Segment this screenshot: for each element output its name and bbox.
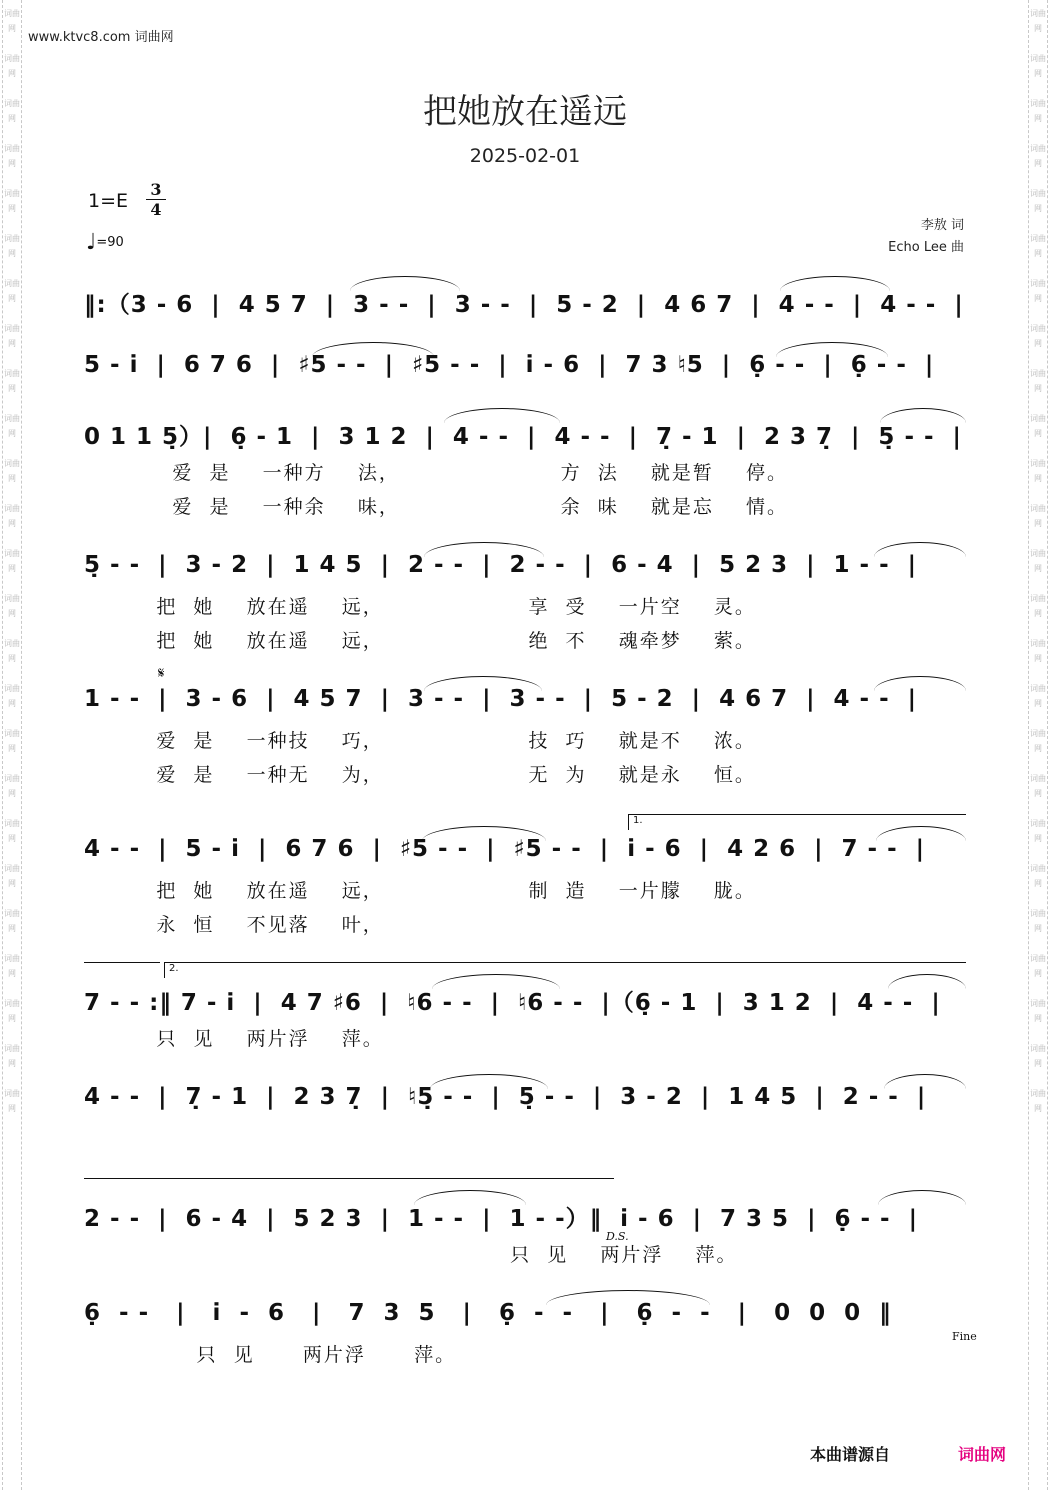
lyric-line-5a: 爱 是 一种技 巧， 技 巧 就是不 浓。: [84, 730, 756, 752]
song-title: 把她放在遥远: [423, 92, 627, 132]
tempo-marking: [86, 230, 124, 255]
volta-1-continued: [84, 962, 160, 978]
quarter-note-icon: ♩: [86, 230, 97, 255]
tie-mark: [430, 1074, 548, 1089]
time-signature-bottom: 4: [146, 199, 166, 219]
lyric-line-7a: 只 见 两片浮 萍。: [84, 1028, 384, 1050]
tie-mark: [878, 1190, 966, 1205]
tie-mark: [422, 826, 546, 841]
tie-mark: [776, 342, 888, 357]
time-signature: [146, 180, 166, 219]
notation-line-1: ‖:（3 - 6 | 4 5 7 | 3 - - | 3 - - | 5 - 2 | 4 6 7 | 4 - - | 4 - - |: [84, 292, 964, 318]
volta-2: 2.: [164, 962, 966, 978]
side-watermark-left: 词曲网 词曲网 词曲网 词曲网 词曲网 词曲网 词曲网 词曲网 词曲网 词曲网 词曲网 词曲网 词曲网 词曲网 词曲网 词曲网 词曲网 词曲网 词曲网 词曲网 词曲网 词曲网 词曲网 词曲网 词曲网: [2, 0, 22, 1490]
tie-mark: [414, 1190, 526, 1205]
notation-line-5: 1 - - | 3 - 6 | 4 5 7 | 3 - - | 3 - - | 5 - 2 | 4 6 7 | 4 - - |: [84, 686, 918, 712]
tie-mark: [424, 542, 544, 557]
tie-mark: [350, 276, 460, 291]
composer-credit: Echo Lee 曲: [888, 240, 964, 255]
notation-line-8: 4 - - | 7̣ - 1 | 2 3 7̣ | ♮5̣ - - | 5̣ - - | 3 - 2 | 1 4 5 | 2 - - |: [84, 1084, 927, 1110]
volta-2-continued: [84, 1178, 614, 1179]
notation-line-2: 5 - i̇ | 6 7 6 | ♯5 - - | ♯5 - - | i̇ - 6 | 7 3 ♮5 | 6̣ - - | 6̣ - - |: [84, 352, 935, 378]
site-header: www.ktvc8.com 词曲网: [28, 30, 174, 45]
tempo-value: =90: [96, 235, 124, 250]
notation-line-9: 2 - - | 6 - 4 | 5 2 3 | 1 - - | 1 - -）‖ i̇ - 6 | 7 3 5 | 6̣ - - |: [84, 1206, 919, 1232]
lyric-line-4a: 把 她 放在遥 远， 享 受 一片空 灵。: [84, 596, 756, 618]
tie-mark: [874, 676, 966, 691]
notation-line-4: 5̣ - - | 3 - 2 | 1 4 5 | 2 - - | 2 - - | 6 - 4 | 5 2 3 | 1 - - |: [84, 552, 918, 578]
side-watermark-right: 词曲网 词曲网 词曲网 词曲网 词曲网 词曲网 词曲网 词曲网 词曲网 词曲网 词曲网 词曲网 词曲网 词曲网 词曲网 词曲网 词曲网 词曲网 词曲网 词曲网 词曲网 词曲网 词曲网 词曲网 词曲网: [1028, 0, 1048, 1490]
lyric-line-4b: 把 她 放在遥 远， 绝 不 魂牵梦 萦。: [84, 630, 756, 652]
lyric-line-3b: 爱 是 一种余 味， 余 味 就是忘 情。: [84, 496, 789, 518]
footer-brand-link[interactable]: 词曲网: [958, 1445, 1007, 1464]
lyric-line-5b: 爱 是 一种无 为， 无 为 就是永 恒。: [84, 764, 756, 786]
lyric-line-9a: 只 见 两片浮 萍。: [84, 1244, 738, 1266]
time-signature-top: 3: [150, 180, 162, 199]
volta-1: 1.: [628, 814, 966, 830]
lyric-line-10a: 只 见 两片浮 萍。: [84, 1344, 457, 1366]
notation-line-6: 4 - - | 5 - i̇ | 6 7 6 | ♯5 - - | ♯5 - - | i̇ - 6 | 4 2 6 | 7 - - |: [84, 836, 926, 862]
notation-line-7: 7 - - :‖ 7 - i̇ | 4 7 ♯6 | ♮6 - - | ♮6 - - |（6̣ - 1 | 3 1 2 | 4 - - |: [84, 990, 941, 1016]
segno-icon: 𝄋: [158, 664, 165, 682]
song-date: 2025-02-01: [469, 145, 581, 167]
tie-mark: [884, 1074, 966, 1089]
tie-mark: [546, 1290, 710, 1305]
lyric-line-6b: 永 恒 不见落 叶，: [84, 914, 384, 936]
lyric-line-6a: 把 她 放在遥 远， 制 造 一片朦 胧。: [84, 880, 756, 902]
fine-marking: Fine: [952, 1330, 977, 1343]
lyric-line-3a: 爱 是 一种方 法， 方 法 就是暂 停。: [84, 462, 789, 484]
tie-mark: [444, 408, 560, 423]
lyricist-credit: 李敖 词: [920, 218, 964, 233]
notation-line-3: 0 1 1 5̣）| 6̣ - 1 | 3 1 2 | 4 - - | 4 - - | 7̣ - 1 | 2 3 7̣ | 5̣ - - |: [84, 424, 962, 450]
tie-mark: [880, 408, 966, 423]
notation-line-10: 6̣ - - | i̇ - 6 | 7 3 5 | 6̣ - - | 6̣ - - | 0 0 0 ‖: [84, 1300, 892, 1326]
ds-marking: D.S.: [606, 1230, 629, 1243]
tie-mark: [312, 342, 434, 357]
key-signature: 1=E: [88, 190, 129, 212]
tie-mark: [780, 276, 890, 291]
tie-mark: [874, 542, 966, 557]
tie-mark: [424, 676, 542, 691]
footer-source: 本曲谱源自: [810, 1445, 891, 1464]
